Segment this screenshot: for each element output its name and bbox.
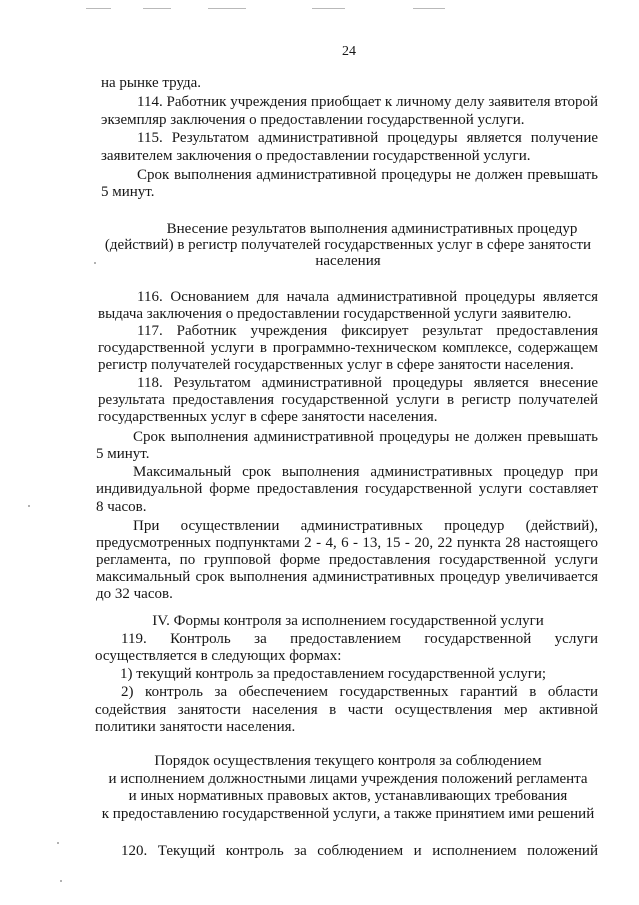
scan-mark xyxy=(143,8,171,9)
paragraph-line: регламента, по групповой форме предоставления государственной услуги xyxy=(96,552,598,568)
scan-mark xyxy=(413,8,445,9)
list-item-line: 1) текущий контроль за предоставлением государственной услуги; xyxy=(120,666,547,682)
paragraph-line: При осуществлении административных процедур (действий), xyxy=(133,518,598,534)
paragraph-line: 120. Текущий контроль за соблюдением и исполнением положений xyxy=(121,843,598,859)
paragraph-line: 115. Результатом административной процедуры является получение xyxy=(137,130,598,146)
paragraph-line: государственной услуги в программно-техническом комплексе, содержащем xyxy=(98,340,598,356)
paragraph-line: выдача заключения о предоставлении государственной услуги заявителю. xyxy=(98,306,572,322)
heading-line: к предоставлению государственной услуги, а также принятием ими решений xyxy=(101,806,595,822)
scan-speck xyxy=(28,505,30,507)
paragraph-line: 119. Контроль за предоставлением государственной услуги xyxy=(121,631,598,647)
heading-line: и иных нормативных правовых актов, устанавливающих требования xyxy=(128,788,568,804)
paragraph-line: регистр получателей государственных услуг в сфере занятости населения. xyxy=(98,357,574,373)
paragraph-line: индивидуальной форме предоставления государственной услуги составляет xyxy=(96,481,598,497)
scan-mark xyxy=(208,8,246,9)
paragraph-line: осуществляется в следующих формах: xyxy=(95,648,342,664)
scan-speck xyxy=(94,262,96,264)
paragraph-line: 114. Работник учреждения приобщает к личному делу заявителя второй xyxy=(137,94,598,110)
heading-line: населения xyxy=(315,253,381,269)
paragraph-line: результата предоставления государственной услуги в регистр получателей xyxy=(98,392,598,408)
paragraph-line: Срок выполнения административной процедуры не должен превышать xyxy=(137,167,598,183)
paragraph-line: заявителем заключения о предоставлении государственной услуги. xyxy=(101,148,531,164)
paragraph-line: 5 минут. xyxy=(96,446,150,462)
list-item-line: содействия занятости населения в части осуществления мер активной xyxy=(95,702,598,718)
page-number: 24 xyxy=(342,44,356,59)
heading-line: и исполнением должностными лицами учреждения положений регламента xyxy=(108,771,588,787)
paragraph-line: Срок выполнения административной процедуры не должен превышать xyxy=(133,429,598,445)
scan-mark xyxy=(312,8,345,9)
paragraph-line: предусмотренных подпунктами 2 - 4, 6 - 13, 15 - 20, 22 пункта 28 настоящего xyxy=(96,535,598,551)
heading-line: Внесение результатов выполнения административных процедур xyxy=(166,221,578,237)
paragraph-line: 118. Результатом административной процедуры является внесение xyxy=(137,375,598,391)
paragraph-line: экземпляр заключения о предоставлении государственной услуги. xyxy=(101,112,525,128)
list-item-line: политики занятости населения. xyxy=(95,719,296,735)
heading-line: Порядок осуществления текущего контроля за соблюдением xyxy=(154,753,542,769)
scan-mark xyxy=(86,8,111,9)
paragraph-line: до 32 часов. xyxy=(96,586,173,602)
paragraph-line: 117. Работник учреждения фиксирует результат предоставления xyxy=(137,323,598,339)
paragraph-line: 8 часов. xyxy=(96,499,147,515)
paragraph-line: на рынке труда. xyxy=(101,75,201,91)
scan-speck xyxy=(60,880,62,882)
paragraph-line: Максимальный срок выполнения административных процедур при xyxy=(133,464,598,480)
paragraph-line: 116. Основанием для начала административной процедуры является xyxy=(137,289,598,305)
paragraph-line: 5 минут. xyxy=(101,184,155,200)
heading-line: (действий) в регистр получателей государственных услуг в сфере занятости xyxy=(104,237,592,253)
paragraph-line: государственных услуг в сфере занятости населения. xyxy=(98,409,438,425)
list-item-line: 2) контроль за обеспечением государственных гарантий в области xyxy=(121,684,598,700)
paragraph-line: максимальный срок выполнения административных процедур увеличивается xyxy=(96,569,598,585)
heading-line: IV. Формы контроля за исполнением государственной услуги xyxy=(152,613,544,629)
scan-speck xyxy=(57,842,59,844)
